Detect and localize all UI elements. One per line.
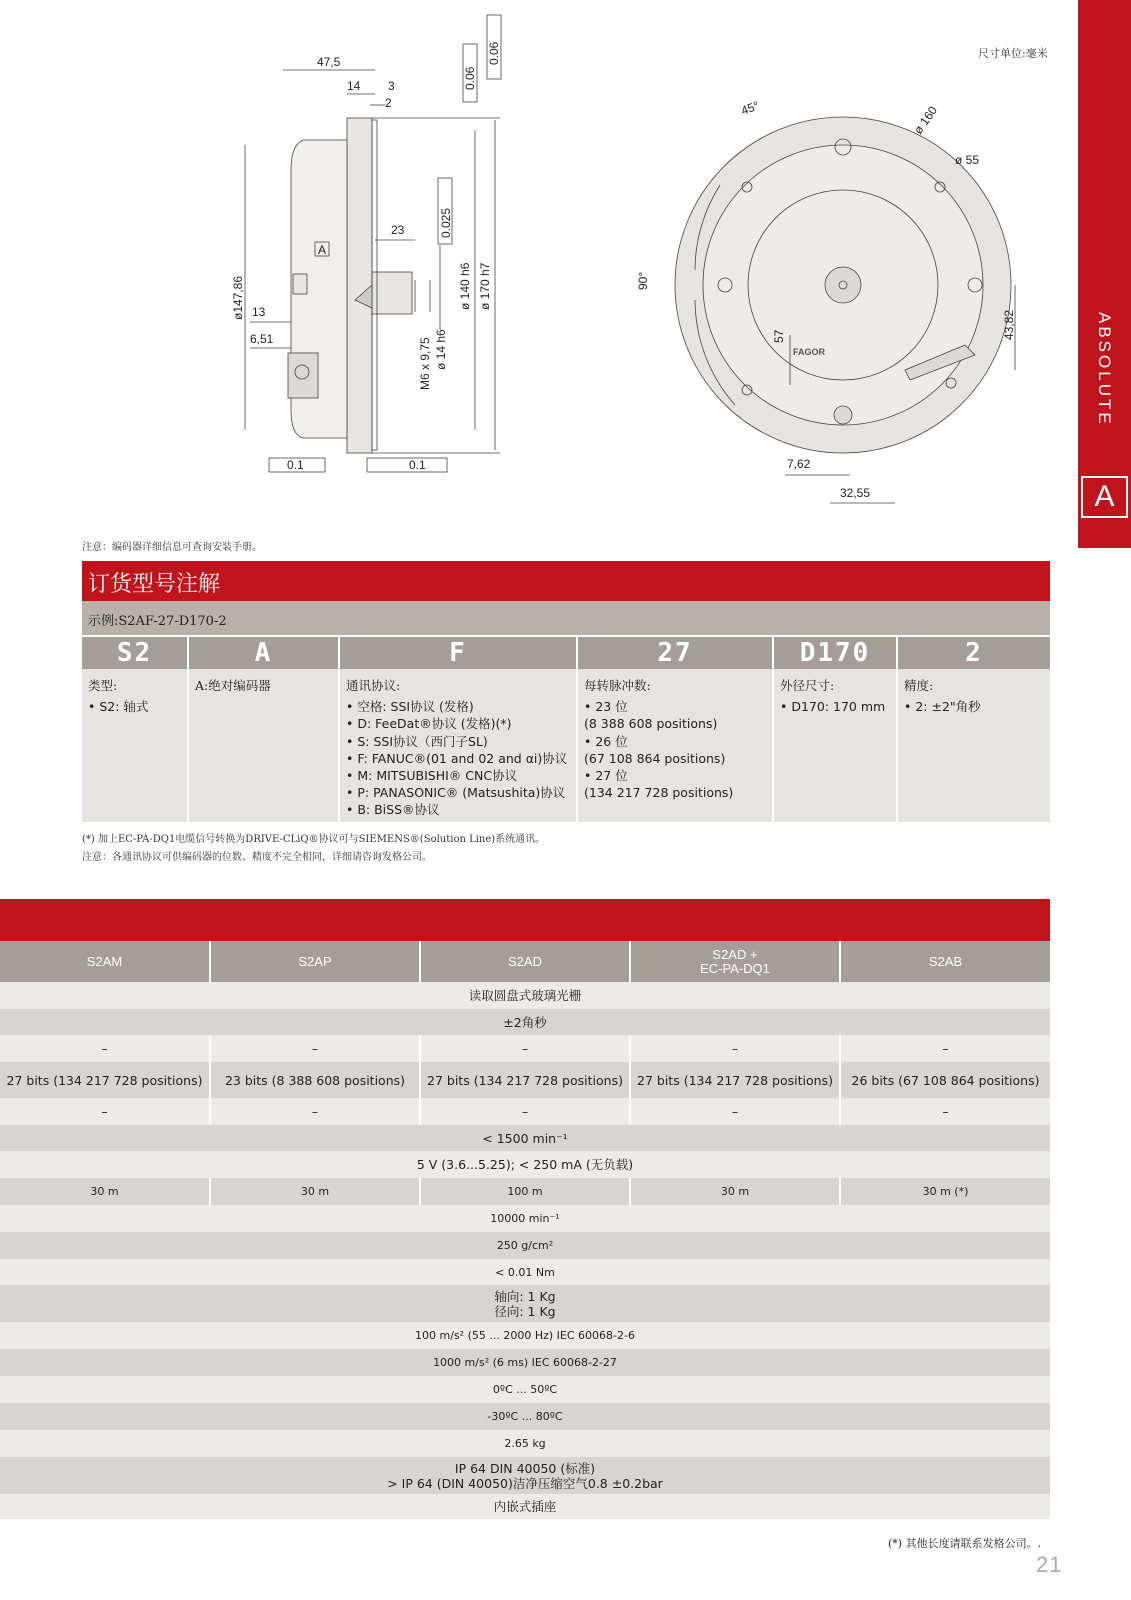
spec-cell: – (101, 1041, 108, 1056)
spec-col-s2am: S2AM (0, 941, 209, 982)
spec-row (0, 1285, 1050, 1322)
spec-row (0, 1259, 1050, 1285)
spec-cell: 100 m (507, 1185, 543, 1198)
spec-cell: 27 bits (134 217 728 positions) (637, 1072, 833, 1088)
spec-cell: – (942, 1104, 949, 1119)
order-header (82, 561, 1050, 601)
spec-cell: 30 m (*) (922, 1185, 969, 1198)
svg-text:0.025: 0.025 (439, 207, 453, 238)
column-separator (419, 1098, 421, 1125)
order-code-d170: D170 (774, 637, 896, 669)
spec-cell-merged (0, 1259, 1050, 1285)
order-code-f: F (340, 637, 576, 669)
column-separator (839, 1035, 841, 1062)
spec-cell-line: 250 g/cm² (496, 1239, 554, 1252)
spec-cell-merged (0, 1430, 1050, 1457)
spec-cell-merged (0, 982, 1050, 1009)
svg-text:45°: 45° (739, 98, 762, 118)
svg-text:13: 13 (252, 305, 266, 319)
side-view-drawing (225, 10, 525, 490)
spec-cell-line: < 1500 min⁻¹ (482, 1130, 568, 1146)
column-separator (629, 1035, 631, 1062)
column-separator (839, 1062, 841, 1098)
footnote-right: (*) 其他长度请联系发格公司。. (888, 1537, 1042, 1550)
svg-text:3: 3 (388, 79, 395, 93)
column-separator (209, 1178, 211, 1205)
column-separator (209, 1098, 211, 1125)
svg-text:ø 55: ø 55 (955, 153, 980, 167)
spec-cell: – (521, 1104, 529, 1119)
svg-text:ø 14 h6: ø 14 h6 (434, 329, 448, 370)
spec-cell: – (311, 1104, 319, 1119)
order-col-type: 类型: • S2: 轴式 (82, 669, 187, 822)
spec-cell-line: ±2角秒 (503, 1014, 547, 1030)
svg-text:43,82: 43,82 (1002, 309, 1016, 340)
svg-text:FAGOR: FAGOR (793, 347, 826, 357)
spec-cell-merged (0, 1376, 1050, 1403)
spec-cell-merged (0, 1125, 1050, 1151)
column-separator (419, 1035, 421, 1062)
order-code-s2: S2 (82, 637, 187, 669)
order-col-accuracy: 精度: • 2: ±2"角秒 (898, 669, 1050, 822)
spec-cell: – (101, 1104, 108, 1119)
svg-text:0.06: 0.06 (487, 41, 501, 65)
page-number: 21 (1036, 1552, 1063, 1577)
column-separator (419, 1062, 421, 1098)
spec-cell-merged (0, 1403, 1050, 1430)
spec-cell-line: 读取圆盘式玻璃光栅 (468, 988, 582, 1003)
svg-text:14: 14 (347, 79, 361, 93)
order-code-2: 2 (898, 637, 1050, 669)
svg-text:M6 x 9,75: M6 x 9,75 (418, 337, 432, 390)
svg-text:0.1: 0.1 (287, 458, 304, 472)
spec-row (0, 1035, 1050, 1062)
column-separator (629, 1178, 631, 1205)
order-note-2: 注意：各通讯协议可供编码器的位数、精度不完全相同，详细请咨询发格公司。 (82, 852, 432, 863)
column-separator (839, 1098, 841, 1125)
spec-row (0, 1457, 1050, 1494)
spec-cell-line: 5 V (3.6...5.25); < 250 mA (无负载) (416, 1157, 634, 1172)
spec-cell-line: > IP 64 (DIN 40050)洁净压缩空气0.8 ±0.2bar (387, 1475, 663, 1491)
svg-text:ø 170 h7: ø 170 h7 (478, 262, 492, 310)
column-separator (419, 1178, 421, 1205)
svg-text:47,5: 47,5 (317, 55, 341, 69)
svg-text:0.1: 0.1 (409, 458, 426, 472)
spec-table-header-bar (0, 899, 1050, 941)
spec-row (0, 1322, 1050, 1349)
column-separator (209, 1062, 211, 1098)
spec-cell-line: 内嵌式插座 (493, 1499, 557, 1514)
encoder-note: 注意：编码器详细信息可查询安装手册。 (82, 542, 262, 553)
spec-cell: 27 bits (134 217 728 positions) (6, 1072, 203, 1088)
spec-cell-line: -30ºC ... 80ºC (487, 1410, 563, 1423)
spec-row (0, 1349, 1050, 1376)
order-col-resolution: 每转脉冲数: • 23 位 (8 388 608 positions) • 26 位 (67 108 864 positions) • 27 位 (134 217 728 positions) (578, 669, 772, 822)
spec-row (0, 1205, 1050, 1232)
svg-text:32,55: 32,55 (840, 486, 871, 500)
spec-row (0, 982, 1050, 1009)
spec-col-s2ad: S2AD (421, 941, 629, 982)
order-col-absolute: A:绝对编码器 (189, 669, 338, 822)
spec-cell-line: 1000 m/s² (6 ms) IEC 60068-2-27 (433, 1356, 617, 1369)
svg-text:ø 160: ø 160 (910, 103, 941, 137)
order-example-bar (82, 601, 1050, 635)
spec-cell-merged (0, 1322, 1050, 1349)
spec-cell-merged (0, 1285, 1050, 1322)
spec-cell-line: IP 64 DIN 40050 (标准) (454, 1460, 596, 1476)
spec-row (0, 1098, 1050, 1125)
front-view-drawing (635, 85, 1055, 520)
spec-row (0, 1494, 1050, 1519)
spec-col-s2ad-ecpadq1: S2AD + EC-PA-DQ1 (631, 941, 839, 982)
spec-cell: – (942, 1041, 949, 1056)
spec-row (0, 1125, 1050, 1151)
spec-cell-line: < 0.01 Nm (495, 1265, 555, 1279)
spec-col-s2ap: S2AP (211, 941, 419, 982)
spec-cell-merged (0, 1205, 1050, 1232)
order-col-diameter: 外径尺寸: • D170: 170 mm (774, 669, 896, 822)
svg-text:90°: 90° (636, 271, 650, 290)
spec-cell-merged (0, 1349, 1050, 1376)
svg-text:0.06: 0.06 (463, 66, 477, 90)
svg-text:2: 2 (385, 96, 392, 110)
spec-cell: – (521, 1041, 529, 1056)
unit-note: 尺寸单位:毫米 (978, 47, 1048, 60)
column-separator (629, 1062, 631, 1098)
spec-row (0, 1232, 1050, 1259)
spec-cell-merged (0, 1457, 1050, 1494)
svg-text:A: A (318, 243, 327, 257)
spec-cell-line: 10000 min⁻¹ (490, 1212, 560, 1225)
svg-text:7,62: 7,62 (787, 457, 811, 471)
side-tab-label: ABSOLUTE (1095, 312, 1114, 427)
order-note-1: (*) 加上EC-PA-DQ1电缆信号转换为DRIVE-CLiQ®协议可与SIEMENS®(Solution Line)系统通讯。 (82, 834, 546, 845)
spec-cell-merged (0, 1009, 1050, 1035)
order-example: 示例:S2AF-27-D170-2 (88, 614, 227, 629)
section-side-tab (1078, 0, 1131, 548)
spec-cell: – (311, 1041, 319, 1056)
spec-cell-line: 0ºC ... 50ºC (492, 1383, 558, 1396)
spec-row (0, 1178, 1050, 1205)
spec-cell-merged (0, 1494, 1050, 1519)
order-code-a: A (189, 637, 338, 669)
spec-cell: – (731, 1041, 739, 1056)
spec-col-s2ab: S2AB (841, 941, 1050, 982)
side-tab-letter: A (1081, 476, 1128, 518)
column-separator (209, 1035, 211, 1062)
spec-cell-merged (0, 1151, 1050, 1178)
spec-cell-line: 100 m/s² (55 ... 2000 Hz) IEC 60068-2-6 (415, 1329, 635, 1342)
svg-text:23: 23 (391, 223, 405, 237)
spec-cell: 27 bits (134 217 728 positions) (427, 1072, 623, 1088)
spec-row (0, 1009, 1050, 1035)
svg-text:ø147,86: ø147,86 (231, 275, 245, 320)
spec-cell: 30 m (90, 1185, 119, 1198)
spec-cell: 30 m (720, 1185, 750, 1198)
svg-text:ø 140 h6: ø 140 h6 (458, 262, 472, 310)
spec-row (0, 1376, 1050, 1403)
order-title: 订货型号注解 (88, 572, 221, 597)
spec-cell: – (731, 1104, 739, 1119)
column-separator (839, 1178, 841, 1205)
spec-cell: 23 bits (8 388 608 positions) (224, 1072, 406, 1088)
spec-row (0, 1062, 1050, 1098)
order-col-protocol: 通讯协议: • 空格: SSI协议 (发格) • D: FeeDat®协议 (发格)(*) • S: SSI协议（西门子SL) • F: FANUC®(01 and 02 and αi)协议 • M: MITSUBISHI® CNC协议 • P: PANASONIC® (Matsushita)协议 • B: BiSS®协议 (340, 669, 576, 822)
column-separator (629, 1098, 631, 1125)
order-code-27: 27 (578, 637, 772, 669)
spec-cell-line: 径向: 1 Kg (494, 1303, 556, 1319)
spec-row (0, 1403, 1050, 1430)
spec-cell: 30 m (300, 1185, 330, 1198)
spec-cell: 26 bits (67 108 864 positions) (851, 1072, 1040, 1088)
spec-cell-merged (0, 1232, 1050, 1259)
svg-text:57: 57 (772, 329, 786, 343)
spec-row (0, 1151, 1050, 1178)
spec-row (0, 1430, 1050, 1457)
svg-text:6,51: 6,51 (250, 332, 274, 346)
spec-cell-line: 轴向: 1 Kg (494, 1288, 556, 1304)
spec-cell-line: 2.65 kg (504, 1437, 546, 1450)
